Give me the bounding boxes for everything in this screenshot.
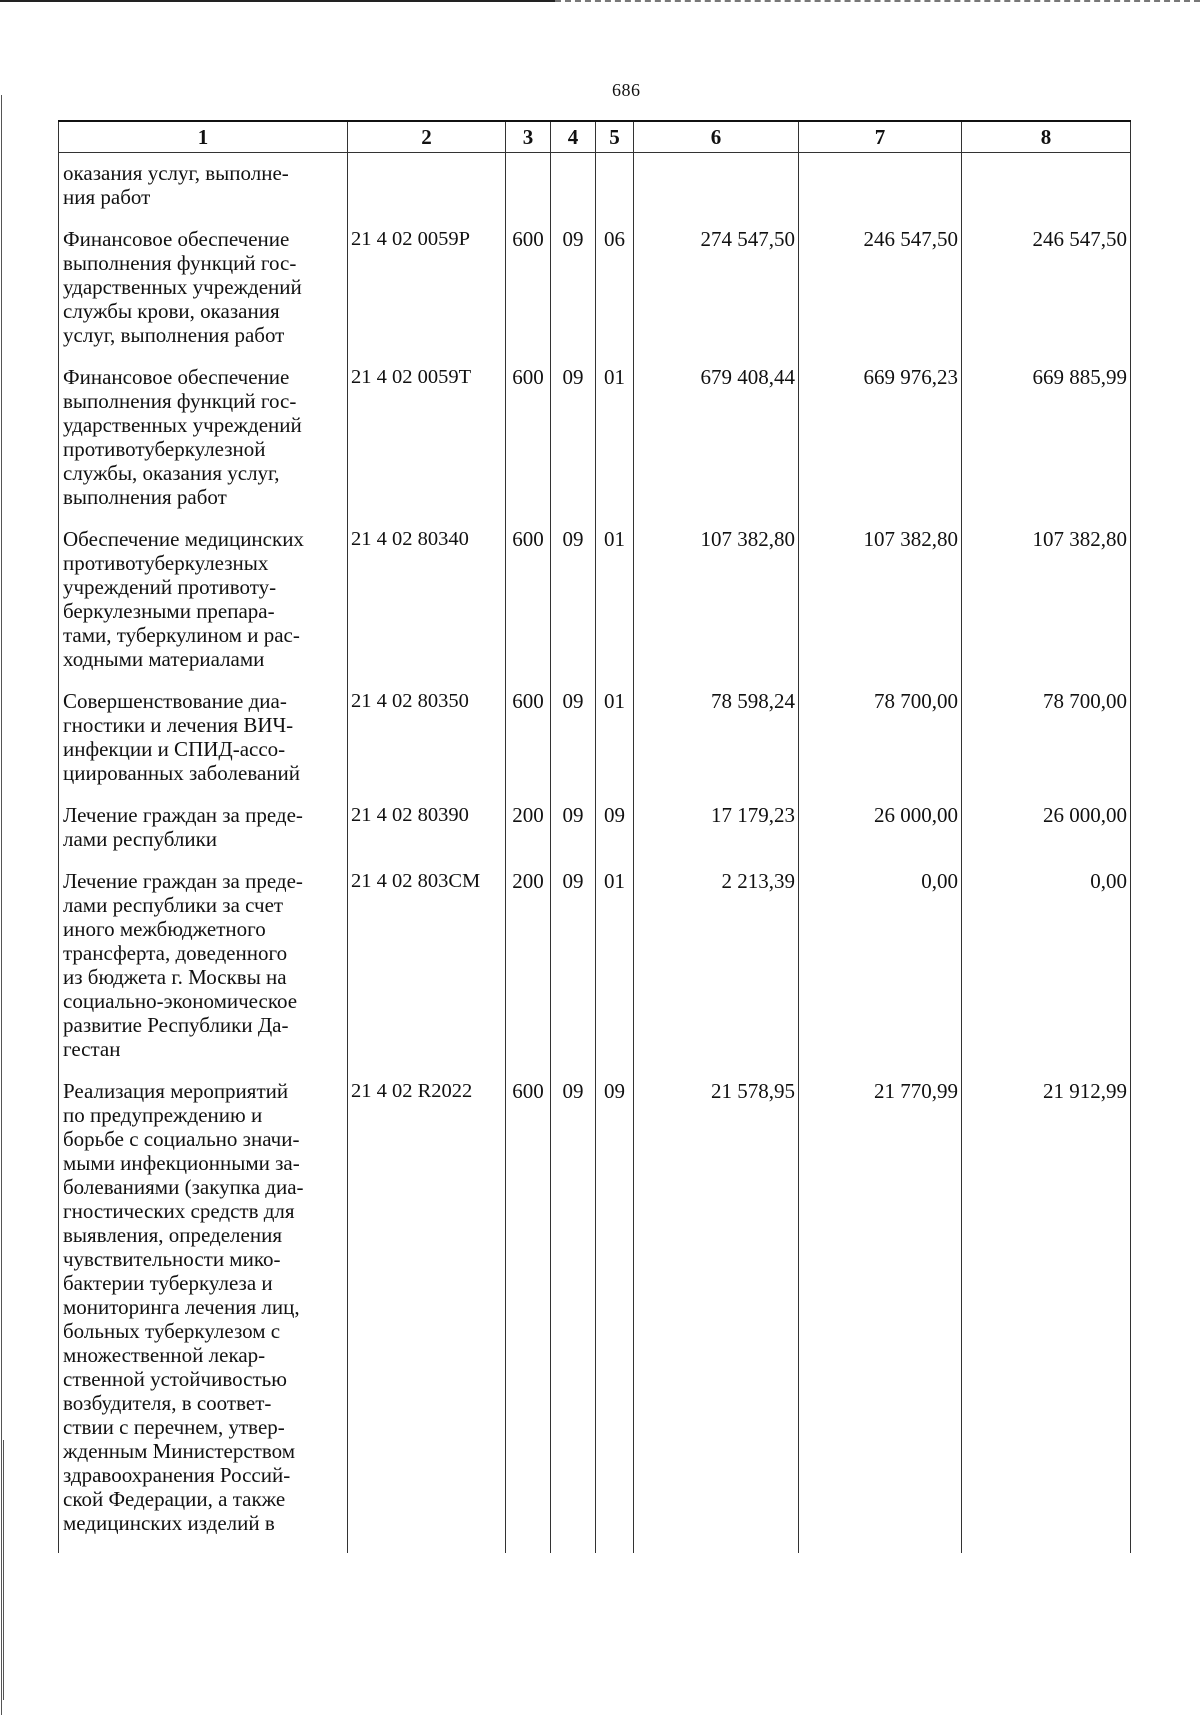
expense-type-text: 200 (512, 803, 544, 827)
subsection-text: 09 (604, 1079, 625, 1103)
expense-type (506, 1079, 551, 1553)
amount-col-8 (962, 527, 1131, 689)
section (551, 527, 596, 689)
subsection (596, 365, 634, 527)
amount-col-8 (962, 227, 1131, 365)
target-code (348, 689, 506, 803)
subsection (596, 527, 634, 689)
target-code-text: 21 4 02 R2022 (351, 1080, 473, 1102)
item-name-text: Лечение граждан за преде- лами республики (63, 803, 303, 851)
amount-col-7-text: 26 000,00 (874, 803, 958, 827)
amount-col-7-text: 246 547,50 (863, 227, 958, 251)
table-row (59, 365, 1131, 527)
target-code (348, 365, 506, 527)
table-row (59, 689, 1131, 803)
continuation-text: оказания услуг, выполне- ния работ (63, 161, 289, 209)
amount-col-8-text: 107 382,80 (1032, 527, 1127, 551)
target-code-text: 21 4 02 803СМ (351, 870, 481, 892)
amount-col-8-text: 26 000,00 (1043, 803, 1127, 827)
amount-col-7-text: 669 976,23 (863, 365, 958, 389)
amount-col-8-text: 246 547,50 (1032, 227, 1127, 251)
item-name (59, 803, 348, 869)
expense-type (506, 527, 551, 689)
target-code-text: 21 4 02 0059Р (351, 228, 471, 250)
target-code (348, 227, 506, 365)
amount-col-8-text: 0,00 (1090, 869, 1127, 893)
expense-type-text: 600 (512, 365, 544, 389)
amount-col-7 (799, 869, 962, 1079)
item-name-text: Лечение граждан за преде- лами республики за счет иного межбюджетного трансферта, доведенного из бюджета г. Москвы на социально-экономическое развитие Республики Да- гестан (63, 869, 303, 1061)
amount-col-7 (799, 365, 962, 527)
table-row (59, 1079, 1131, 1553)
amount-col-6 (634, 527, 799, 689)
section (551, 869, 596, 1079)
column-header: 7 (799, 121, 962, 153)
expense-type (506, 689, 551, 803)
amount-col-8 (962, 803, 1131, 869)
column-header: 5 (596, 121, 634, 153)
amount-col-6 (634, 869, 799, 1079)
amount-col-8 (962, 1079, 1131, 1553)
section-text: 09 (562, 365, 584, 389)
section-text: 09 (562, 869, 584, 893)
amount-col-8-text: 21 912,99 (1043, 1079, 1127, 1103)
item-name-text: Финансовое обеспечение выполнения функций гос- ударственных учреждений противотуберкулезной службы, оказания услуг, выполнения работ (63, 365, 302, 509)
column-header: 2 (348, 121, 506, 153)
expense-type (506, 365, 551, 527)
column-header: 8 (962, 121, 1131, 153)
amount-col-6-text: 21 578,95 (711, 1079, 795, 1103)
section-text: 09 (562, 689, 584, 713)
target-code-text: 21 4 02 80390 (351, 804, 469, 826)
section (551, 1079, 596, 1553)
header-row (59, 121, 1131, 153)
expense-type (506, 227, 551, 365)
subsection-text: 06 (604, 227, 625, 251)
item-name (59, 153, 348, 228)
amount-col-8-text: 669 885,99 (1032, 365, 1127, 389)
subsection (596, 1079, 634, 1553)
expense-type (506, 803, 551, 869)
item-name (59, 527, 348, 689)
amount-col-6 (634, 689, 799, 803)
amount-col-6-text: 274 547,50 (700, 227, 795, 251)
target-code (348, 527, 506, 689)
section-text: 09 (562, 527, 584, 551)
continuation-row (59, 153, 1131, 228)
top-rule (0, 0, 555, 2)
amount-col-8 (962, 869, 1131, 1079)
expense-type-text: 600 (512, 1079, 544, 1103)
amount-col-7 (799, 1079, 962, 1553)
target-code (348, 803, 506, 869)
target-code-text: 21 4 02 0059Т (351, 366, 472, 388)
amount-col-7-text: 0,00 (921, 869, 958, 893)
subsection-text: 01 (604, 689, 625, 713)
section (551, 803, 596, 869)
item-name-text: Обеспечение медицинских противотуберкулезных учреждений противоту- беркулезными препара- тами, туберкулином и рас- ходными материалами (63, 527, 304, 671)
subsection (596, 227, 634, 365)
amount-col-6-text: 2 213,39 (721, 869, 795, 893)
amount-col-6 (634, 1079, 799, 1553)
amount-col-8 (962, 689, 1131, 803)
section-text: 09 (562, 227, 584, 251)
item-name (59, 689, 348, 803)
section (551, 689, 596, 803)
target-code (348, 869, 506, 1079)
expense-type-text: 200 (512, 869, 544, 893)
item-name-text: Финансовое обеспечение выполнения функций гос- ударственных учреждений службы крови, оказания услуг, выполнения работ (63, 227, 302, 347)
column-header: 1 (59, 121, 348, 153)
amount-col-7 (799, 527, 962, 689)
subsection-text: 01 (604, 365, 625, 389)
table-row (59, 527, 1131, 689)
item-name (59, 869, 348, 1079)
item-name (59, 1079, 348, 1553)
amount-col-7 (799, 803, 962, 869)
expense-type-text: 600 (512, 227, 544, 251)
item-name (59, 227, 348, 365)
amount-col-8-text: 78 700,00 (1043, 689, 1127, 713)
section-text: 09 (562, 803, 584, 827)
page-number: 686 (612, 80, 641, 100)
amount-col-6-text: 17 179,23 (711, 803, 795, 827)
amount-col-6-text: 78 598,24 (711, 689, 795, 713)
expense-type (506, 869, 551, 1079)
table-row (59, 803, 1131, 869)
column-header: 3 (506, 121, 551, 153)
item-name (59, 365, 348, 527)
amount-col-7 (799, 227, 962, 365)
scan-margin-line (3, 1440, 4, 1700)
column-header: 4 (551, 121, 596, 153)
expense-type-text: 600 (512, 527, 544, 551)
target-code (348, 1079, 506, 1553)
amount-col-8 (962, 365, 1131, 527)
scan-margin-line (1, 95, 2, 1715)
table-body (59, 153, 1131, 1554)
target-code-text: 21 4 02 80350 (351, 690, 469, 712)
table-row (59, 869, 1131, 1079)
item-name-text: Совершенствование диа- гностики и лечения ВИЧ- инфекции и СПИД-ассо- циированных заболеваний (63, 689, 301, 785)
subsection (596, 689, 634, 803)
column-header: 6 (634, 121, 799, 153)
section (551, 227, 596, 365)
subsection (596, 803, 634, 869)
subsection-text: 01 (604, 869, 625, 893)
subsection-text: 09 (604, 803, 625, 827)
amount-col-7-text: 107 382,80 (863, 527, 958, 551)
amount-col-6 (634, 365, 799, 527)
top-rule-dashed (555, 0, 1200, 2)
section (551, 365, 596, 527)
item-name-text: Реализация мероприятий по предупреждению и борьбе с социально значи- мыми инфекционными за- болеваниями (закупка диа- гностических средств для выявления, определения чувствительности мико- бактерии туберкулеза и мониторинга лечения лиц, больных туберкулезом с множественной лекар- ственной устойчивостью возбудителя, в соответ- ствии с перечнем, утвер- жденным Министерством здравоохранения Россий- ской Федерации, а также медицинских изделий в (63, 1079, 304, 1535)
budget-table (58, 120, 1131, 1553)
amount-col-7 (799, 689, 962, 803)
subsection (596, 869, 634, 1079)
amount-col-7-text: 78 700,00 (874, 689, 958, 713)
table-row (59, 227, 1131, 365)
section-text: 09 (562, 1079, 584, 1103)
amount-col-6 (634, 227, 799, 365)
expense-type-text: 600 (512, 689, 544, 713)
amount-col-6-text: 679 408,44 (700, 365, 795, 389)
target-code-text: 21 4 02 80340 (351, 528, 469, 550)
subsection-text: 01 (604, 527, 625, 551)
amount-col-6 (634, 803, 799, 869)
amount-col-7-text: 21 770,99 (874, 1079, 958, 1103)
amount-col-6-text: 107 382,80 (700, 527, 795, 551)
